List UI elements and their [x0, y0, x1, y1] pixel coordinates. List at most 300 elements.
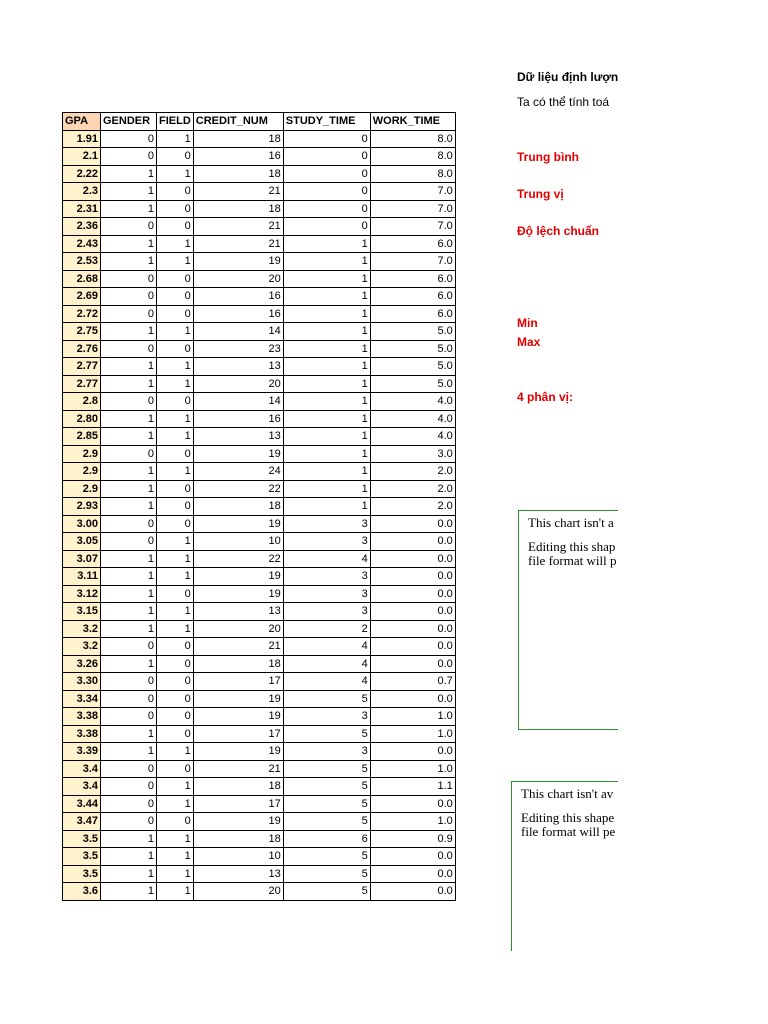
- cell-gender[interactable]: 0: [101, 218, 157, 236]
- cell-field[interactable]: 1: [157, 865, 194, 883]
- cell-gender[interactable]: 1: [101, 200, 157, 218]
- cell-study-time[interactable]: 3: [283, 708, 370, 726]
- cell-credit-num[interactable]: 20: [193, 270, 283, 288]
- cell-work-time[interactable]: 0.0: [370, 638, 455, 656]
- cell-study-time[interactable]: 4: [283, 550, 370, 568]
- cell-field[interactable]: 0: [157, 445, 194, 463]
- cell-field[interactable]: 1: [157, 778, 194, 796]
- cell-field[interactable]: 1: [157, 550, 194, 568]
- cell-credit-num[interactable]: 19: [193, 568, 283, 586]
- cell-study-time[interactable]: 1: [283, 235, 370, 253]
- cell-field[interactable]: 0: [157, 760, 194, 778]
- table-row: [63, 445, 456, 463]
- cell-gender[interactable]: 1: [101, 603, 157, 621]
- cell-study-time[interactable]: 1: [283, 288, 370, 306]
- header-gender[interactable]: GENDER: [101, 113, 157, 131]
- cell-field[interactable]: 1: [157, 323, 194, 341]
- cell-credit-num[interactable]: 17: [193, 673, 283, 691]
- cell-study-time[interactable]: 0: [283, 218, 370, 236]
- cell-work-time[interactable]: 5.0: [370, 375, 455, 393]
- cell-gpa[interactable]: 3.15: [63, 603, 101, 621]
- header-study-time[interactable]: STUDY_TIME: [283, 113, 370, 131]
- cell-gpa[interactable]: 2.85: [63, 428, 101, 446]
- cell-gpa[interactable]: 2.3: [63, 183, 101, 201]
- cell-credit-num[interactable]: 18: [193, 655, 283, 673]
- cell-study-time[interactable]: 5: [283, 690, 370, 708]
- cell-credit-num[interactable]: 14: [193, 393, 283, 411]
- cell-credit-num[interactable]: 10: [193, 533, 283, 551]
- cell-study-time[interactable]: 1: [283, 410, 370, 428]
- cell-gender[interactable]: 1: [101, 358, 157, 376]
- cell-field[interactable]: 0: [157, 393, 194, 411]
- cell-credit-num[interactable]: 16: [193, 410, 283, 428]
- cell-gender[interactable]: 1: [101, 428, 157, 446]
- cell-gender[interactable]: 0: [101, 340, 157, 358]
- cell-credit-num[interactable]: 16: [193, 288, 283, 306]
- stat-label-min[interactable]: Min: [517, 316, 538, 330]
- cell-study-time[interactable]: 1: [283, 253, 370, 271]
- cell-gpa[interactable]: 3.5: [63, 848, 101, 866]
- cell-credit-num[interactable]: 22: [193, 550, 283, 568]
- cell-credit-num[interactable]: 20: [193, 620, 283, 638]
- cell-credit-num[interactable]: 18: [193, 830, 283, 848]
- cell-study-time[interactable]: 0: [283, 148, 370, 166]
- cell-study-time[interactable]: 3: [283, 515, 370, 533]
- cell-credit-num[interactable]: 16: [193, 305, 283, 323]
- cell-study-time[interactable]: 2: [283, 620, 370, 638]
- cell-field[interactable]: 1: [157, 568, 194, 586]
- cell-study-time[interactable]: 5: [283, 865, 370, 883]
- cell-work-time[interactable]: 7.0: [370, 183, 455, 201]
- cell-gender[interactable]: 0: [101, 760, 157, 778]
- cell-field[interactable]: 1: [157, 883, 194, 901]
- cell-field[interactable]: 1: [157, 428, 194, 446]
- cell-field[interactable]: 0: [157, 813, 194, 831]
- cell-gender[interactable]: 1: [101, 883, 157, 901]
- cell-gender[interactable]: 0: [101, 708, 157, 726]
- cell-field[interactable]: 0: [157, 305, 194, 323]
- cell-field[interactable]: 0: [157, 218, 194, 236]
- cell-gpa[interactable]: 2.8: [63, 393, 101, 411]
- chart-editing-warning-cont: file format will p: [528, 553, 617, 568]
- table-row: [63, 550, 456, 568]
- cell-gender[interactable]: 1: [101, 620, 157, 638]
- cell-credit-num[interactable]: 21: [193, 218, 283, 236]
- table-row: [63, 743, 456, 761]
- cell-work-time[interactable]: 5.0: [370, 340, 455, 358]
- cell-study-time[interactable]: 1: [283, 340, 370, 358]
- cell-gender[interactable]: 1: [101, 865, 157, 883]
- cell-gender[interactable]: 0: [101, 305, 157, 323]
- cell-work-time[interactable]: 0.7: [370, 673, 455, 691]
- stat-label-std[interactable]: Độ lệch chuẩn: [517, 224, 600, 238]
- cell-gpa[interactable]: 3.34: [63, 690, 101, 708]
- cell-work-time[interactable]: 7.0: [370, 200, 455, 218]
- cell-work-time[interactable]: 8.0: [370, 148, 455, 166]
- cell-credit-num[interactable]: 21: [193, 235, 283, 253]
- cell-work-time[interactable]: 0.0: [370, 795, 455, 813]
- cell-work-time[interactable]: 1.0: [370, 813, 455, 831]
- cell-credit-num[interactable]: 24: [193, 463, 283, 481]
- cell-gpa[interactable]: 3.38: [63, 708, 101, 726]
- cell-field[interactable]: 0: [157, 480, 194, 498]
- cell-gender[interactable]: 0: [101, 130, 157, 148]
- cell-gender[interactable]: 1: [101, 585, 157, 603]
- cell-study-time[interactable]: 3: [283, 533, 370, 551]
- cell-credit-num[interactable]: 13: [193, 358, 283, 376]
- cell-gender[interactable]: 1: [101, 253, 157, 271]
- cell-gpa[interactable]: 2.9: [63, 463, 101, 481]
- cell-field[interactable]: 1: [157, 463, 194, 481]
- cell-study-time[interactable]: 3: [283, 585, 370, 603]
- table-row: [63, 305, 456, 323]
- cell-gender[interactable]: 1: [101, 463, 157, 481]
- table-row: [63, 690, 456, 708]
- cell-work-time[interactable]: 6.0: [370, 235, 455, 253]
- cell-study-time[interactable]: 0: [283, 183, 370, 201]
- table-row: [63, 393, 456, 411]
- cell-study-time[interactable]: 1: [283, 428, 370, 446]
- cell-gpa[interactable]: 3.4: [63, 760, 101, 778]
- table-row: [63, 515, 456, 533]
- cell-work-time[interactable]: 0.9: [370, 830, 455, 848]
- cell-field[interactable]: 0: [157, 690, 194, 708]
- cell-gender[interactable]: 0: [101, 148, 157, 166]
- cell-gender[interactable]: 0: [101, 288, 157, 306]
- cell-gender[interactable]: 1: [101, 410, 157, 428]
- cell-gpa[interactable]: 3.5: [63, 865, 101, 883]
- cell-gpa[interactable]: 3.2: [63, 620, 101, 638]
- table-row: [63, 655, 456, 673]
- cell-work-time[interactable]: 2.0: [370, 480, 455, 498]
- cell-study-time[interactable]: 1: [283, 375, 370, 393]
- cell-field[interactable]: 0: [157, 148, 194, 166]
- cell-study-time[interactable]: 0: [283, 130, 370, 148]
- cell-credit-num[interactable]: 21: [193, 760, 283, 778]
- cell-credit-num[interactable]: 19: [193, 708, 283, 726]
- cell-gender[interactable]: 0: [101, 673, 157, 691]
- cell-work-time[interactable]: 0.0: [370, 603, 455, 621]
- cell-credit-num[interactable]: 19: [193, 690, 283, 708]
- cell-credit-num[interactable]: 20: [193, 375, 283, 393]
- cell-work-time[interactable]: 0.0: [370, 620, 455, 638]
- cell-gpa[interactable]: 2.31: [63, 200, 101, 218]
- cell-gpa[interactable]: 3.44: [63, 795, 101, 813]
- cell-work-time[interactable]: 8.0: [370, 165, 455, 183]
- cell-work-time[interactable]: 0.0: [370, 515, 455, 533]
- cell-credit-num[interactable]: 18: [193, 498, 283, 516]
- cell-work-time[interactable]: 1.0: [370, 725, 455, 743]
- cell-field[interactable]: 1: [157, 253, 194, 271]
- cell-gpa[interactable]: 3.07: [63, 550, 101, 568]
- cell-gender[interactable]: 0: [101, 515, 157, 533]
- cell-field[interactable]: 0: [157, 708, 194, 726]
- cell-credit-num[interactable]: 19: [193, 813, 283, 831]
- cell-gpa[interactable]: 2.76: [63, 340, 101, 358]
- stat-label-max[interactable]: Max: [517, 335, 541, 349]
- cell-study-time[interactable]: 3: [283, 743, 370, 761]
- cell-credit-num[interactable]: 17: [193, 725, 283, 743]
- cell-field[interactable]: 1: [157, 743, 194, 761]
- cell-study-time[interactable]: 0: [283, 165, 370, 183]
- table-row: [63, 200, 456, 218]
- cell-study-time[interactable]: 5: [283, 725, 370, 743]
- cell-field[interactable]: 0: [157, 673, 194, 691]
- cell-gpa[interactable]: 3.5: [63, 830, 101, 848]
- cell-study-time[interactable]: 1: [283, 305, 370, 323]
- cell-study-time[interactable]: 1: [283, 323, 370, 341]
- stat-label-median[interactable]: Trung vị: [517, 187, 564, 201]
- cell-work-time[interactable]: 0.0: [370, 865, 455, 883]
- cell-gpa[interactable]: 2.22: [63, 165, 101, 183]
- cell-work-time[interactable]: 0.0: [370, 743, 455, 761]
- cell-gpa[interactable]: 2.9: [63, 480, 101, 498]
- cell-field[interactable]: 1: [157, 358, 194, 376]
- cell-gpa[interactable]: 3.11: [63, 568, 101, 586]
- cell-study-time[interactable]: 5: [283, 795, 370, 813]
- cell-gpa[interactable]: 3.39: [63, 743, 101, 761]
- cell-field[interactable]: 0: [157, 655, 194, 673]
- cell-gender[interactable]: 0: [101, 445, 157, 463]
- cell-gender[interactable]: 0: [101, 690, 157, 708]
- cell-study-time[interactable]: 5: [283, 778, 370, 796]
- cell-credit-num[interactable]: 19: [193, 515, 283, 533]
- cell-study-time[interactable]: 5: [283, 760, 370, 778]
- cell-credit-num[interactable]: 23: [193, 340, 283, 358]
- header-credit-num[interactable]: CREDIT_NUM: [193, 113, 283, 131]
- cell-field[interactable]: 1: [157, 375, 194, 393]
- cell-gpa[interactable]: 2.69: [63, 288, 101, 306]
- cell-credit-num[interactable]: 13: [193, 865, 283, 883]
- chart-placeholder-1[interactable]: [518, 510, 618, 730]
- cell-gender[interactable]: 1: [101, 568, 157, 586]
- cell-gpa[interactable]: 2.75: [63, 323, 101, 341]
- header-gpa[interactable]: GPA: [63, 113, 101, 131]
- cell-gender[interactable]: 0: [101, 638, 157, 656]
- cell-credit-num[interactable]: 19: [193, 585, 283, 603]
- cell-credit-num[interactable]: 22: [193, 480, 283, 498]
- cell-work-time[interactable]: 4.0: [370, 428, 455, 446]
- cell-work-time[interactable]: 0.0: [370, 690, 455, 708]
- cell-gender[interactable]: 0: [101, 393, 157, 411]
- cell-field[interactable]: 1: [157, 620, 194, 638]
- cell-work-time[interactable]: 6.0: [370, 305, 455, 323]
- cell-gender[interactable]: 1: [101, 183, 157, 201]
- cell-gender[interactable]: 1: [101, 480, 157, 498]
- cell-work-time[interactable]: 7.0: [370, 218, 455, 236]
- cell-work-time[interactable]: 0.0: [370, 533, 455, 551]
- cell-work-time[interactable]: 8.0: [370, 130, 455, 148]
- cell-field[interactable]: 1: [157, 235, 194, 253]
- cell-gpa[interactable]: 2.43: [63, 235, 101, 253]
- cell-field[interactable]: 1: [157, 830, 194, 848]
- cell-credit-num[interactable]: 18: [193, 130, 283, 148]
- cell-work-time[interactable]: 1.0: [370, 760, 455, 778]
- cell-gender[interactable]: 1: [101, 655, 157, 673]
- cell-gpa[interactable]: 3.12: [63, 585, 101, 603]
- cell-work-time[interactable]: 1.1: [370, 778, 455, 796]
- cell-gpa[interactable]: 3.05: [63, 533, 101, 551]
- cell-credit-num[interactable]: 18: [193, 778, 283, 796]
- cell-gpa[interactable]: 3.6: [63, 883, 101, 901]
- cell-work-time[interactable]: 0.0: [370, 568, 455, 586]
- cell-study-time[interactable]: 0: [283, 200, 370, 218]
- cell-gender[interactable]: 0: [101, 533, 157, 551]
- cell-study-time[interactable]: 1: [283, 463, 370, 481]
- table-row: [63, 358, 456, 376]
- cell-gpa[interactable]: 2.68: [63, 270, 101, 288]
- cell-gpa[interactable]: 2.72: [63, 305, 101, 323]
- cell-gender[interactable]: 1: [101, 165, 157, 183]
- cell-credit-num[interactable]: 17: [193, 795, 283, 813]
- table-row: [63, 428, 456, 446]
- cell-field[interactable]: 1: [157, 848, 194, 866]
- cell-gender[interactable]: 1: [101, 550, 157, 568]
- cell-work-time[interactable]: 0.0: [370, 883, 455, 901]
- section-title[interactable]: Dữ liệu định lượn: [517, 70, 618, 84]
- cell-work-time[interactable]: 2.0: [370, 498, 455, 516]
- cell-gpa[interactable]: 3.30: [63, 673, 101, 691]
- cell-field[interactable]: 0: [157, 725, 194, 743]
- cell-gender[interactable]: 1: [101, 498, 157, 516]
- cell-study-time[interactable]: 6: [283, 830, 370, 848]
- cell-field[interactable]: 1: [157, 533, 194, 551]
- cell-study-time[interactable]: 1: [283, 358, 370, 376]
- cell-study-time[interactable]: 5: [283, 848, 370, 866]
- table-body: [63, 130, 456, 900]
- cell-credit-num[interactable]: 10: [193, 848, 283, 866]
- cell-credit-num[interactable]: 14: [193, 323, 283, 341]
- cell-study-time[interactable]: 4: [283, 655, 370, 673]
- cell-credit-num[interactable]: 19: [193, 445, 283, 463]
- cell-credit-num[interactable]: 21: [193, 183, 283, 201]
- cell-work-time[interactable]: 2.0: [370, 463, 455, 481]
- cell-gpa[interactable]: 3.38: [63, 725, 101, 743]
- cell-gender[interactable]: 1: [101, 323, 157, 341]
- cell-field[interactable]: 0: [157, 183, 194, 201]
- cell-field[interactable]: 1: [157, 410, 194, 428]
- cell-study-time[interactable]: 1: [283, 393, 370, 411]
- stat-label-mean[interactable]: Trung bình: [517, 150, 579, 164]
- cell-credit-num[interactable]: 20: [193, 883, 283, 901]
- cell-work-time[interactable]: 4.0: [370, 393, 455, 411]
- cell-study-time[interactable]: 5: [283, 813, 370, 831]
- stat-label-quartiles[interactable]: 4 phân vị:: [517, 390, 574, 404]
- cell-study-time[interactable]: 1: [283, 498, 370, 516]
- cell-field[interactable]: 0: [157, 340, 194, 358]
- cell-work-time[interactable]: 6.0: [370, 288, 455, 306]
- cell-gpa[interactable]: 3.4: [63, 778, 101, 796]
- cell-credit-num[interactable]: 19: [193, 253, 283, 271]
- cell-gpa[interactable]: 2.1: [63, 148, 101, 166]
- cell-gpa[interactable]: 3.26: [63, 655, 101, 673]
- cell-field[interactable]: 0: [157, 585, 194, 603]
- cell-credit-num[interactable]: 19: [193, 743, 283, 761]
- cell-field[interactable]: 0: [157, 200, 194, 218]
- cell-work-time[interactable]: 3.0: [370, 445, 455, 463]
- cell-work-time[interactable]: 0.0: [370, 655, 455, 673]
- cell-gpa[interactable]: 3.2: [63, 638, 101, 656]
- header-field[interactable]: FIELD: [157, 113, 194, 131]
- cell-field[interactable]: 1: [157, 603, 194, 621]
- cell-study-time[interactable]: 3: [283, 568, 370, 586]
- chart-placeholder-2[interactable]: [511, 781, 618, 951]
- table-row: [63, 848, 456, 866]
- cell-gender[interactable]: 0: [101, 270, 157, 288]
- cell-work-time[interactable]: 0.0: [370, 848, 455, 866]
- cell-field[interactable]: 0: [157, 288, 194, 306]
- cell-gpa[interactable]: 3.47: [63, 813, 101, 831]
- cell-gpa[interactable]: 2.80: [63, 410, 101, 428]
- table-row: [63, 603, 456, 621]
- cell-work-time[interactable]: 1.0: [370, 708, 455, 726]
- header-work-time[interactable]: WORK_TIME: [370, 113, 455, 131]
- cell-work-time[interactable]: 0.0: [370, 585, 455, 603]
- cell-gender[interactable]: 1: [101, 375, 157, 393]
- cell-gpa[interactable]: 2.36: [63, 218, 101, 236]
- table-row: [63, 323, 456, 341]
- cell-gpa[interactable]: 2.9: [63, 445, 101, 463]
- cell-field[interactable]: 0: [157, 270, 194, 288]
- table-row: [63, 165, 456, 183]
- cell-gender[interactable]: 0: [101, 813, 157, 831]
- cell-credit-num[interactable]: 16: [193, 148, 283, 166]
- cell-gender[interactable]: 0: [101, 795, 157, 813]
- cell-study-time[interactable]: 4: [283, 673, 370, 691]
- cell-credit-num[interactable]: 13: [193, 428, 283, 446]
- cell-gpa[interactable]: 2.77: [63, 375, 101, 393]
- table-row: [63, 270, 456, 288]
- cell-gpa[interactable]: 3.00: [63, 515, 101, 533]
- cell-work-time[interactable]: 6.0: [370, 270, 455, 288]
- section-description[interactable]: Ta có thể tính toá: [517, 95, 610, 109]
- cell-gender[interactable]: 1: [101, 725, 157, 743]
- cell-gpa[interactable]: 2.77: [63, 358, 101, 376]
- cell-gender[interactable]: 0: [101, 778, 157, 796]
- cell-study-time[interactable]: 4: [283, 638, 370, 656]
- cell-gender[interactable]: 1: [101, 848, 157, 866]
- cell-credit-num[interactable]: 18: [193, 200, 283, 218]
- chart-editing-warning-cont: file format will pe: [521, 824, 616, 839]
- cell-study-time[interactable]: 1: [283, 480, 370, 498]
- table-row: [63, 883, 456, 901]
- cell-study-time[interactable]: 3: [283, 603, 370, 621]
- cell-gpa[interactable]: 2.93: [63, 498, 101, 516]
- cell-work-time[interactable]: 0.0: [370, 550, 455, 568]
- cell-credit-num[interactable]: 13: [193, 603, 283, 621]
- cell-gpa[interactable]: 2.53: [63, 253, 101, 271]
- cell-gpa[interactable]: 1.91: [63, 130, 101, 148]
- cell-study-time[interactable]: 5: [283, 883, 370, 901]
- cell-work-time[interactable]: 7.0: [370, 253, 455, 271]
- cell-field[interactable]: 1: [157, 165, 194, 183]
- cell-gender[interactable]: 1: [101, 830, 157, 848]
- cell-work-time[interactable]: 5.0: [370, 358, 455, 376]
- cell-field[interactable]: 0: [157, 515, 194, 533]
- cell-field[interactable]: 0: [157, 498, 194, 516]
- cell-field[interactable]: 1: [157, 795, 194, 813]
- cell-work-time[interactable]: 5.0: [370, 323, 455, 341]
- cell-credit-num[interactable]: 21: [193, 638, 283, 656]
- cell-gender[interactable]: 1: [101, 235, 157, 253]
- cell-field[interactable]: 1: [157, 130, 194, 148]
- cell-field[interactable]: 0: [157, 638, 194, 656]
- cell-study-time[interactable]: 1: [283, 270, 370, 288]
- cell-gender[interactable]: 1: [101, 743, 157, 761]
- cell-work-time[interactable]: 4.0: [370, 410, 455, 428]
- cell-credit-num[interactable]: 18: [193, 165, 283, 183]
- cell-study-time[interactable]: 1: [283, 445, 370, 463]
